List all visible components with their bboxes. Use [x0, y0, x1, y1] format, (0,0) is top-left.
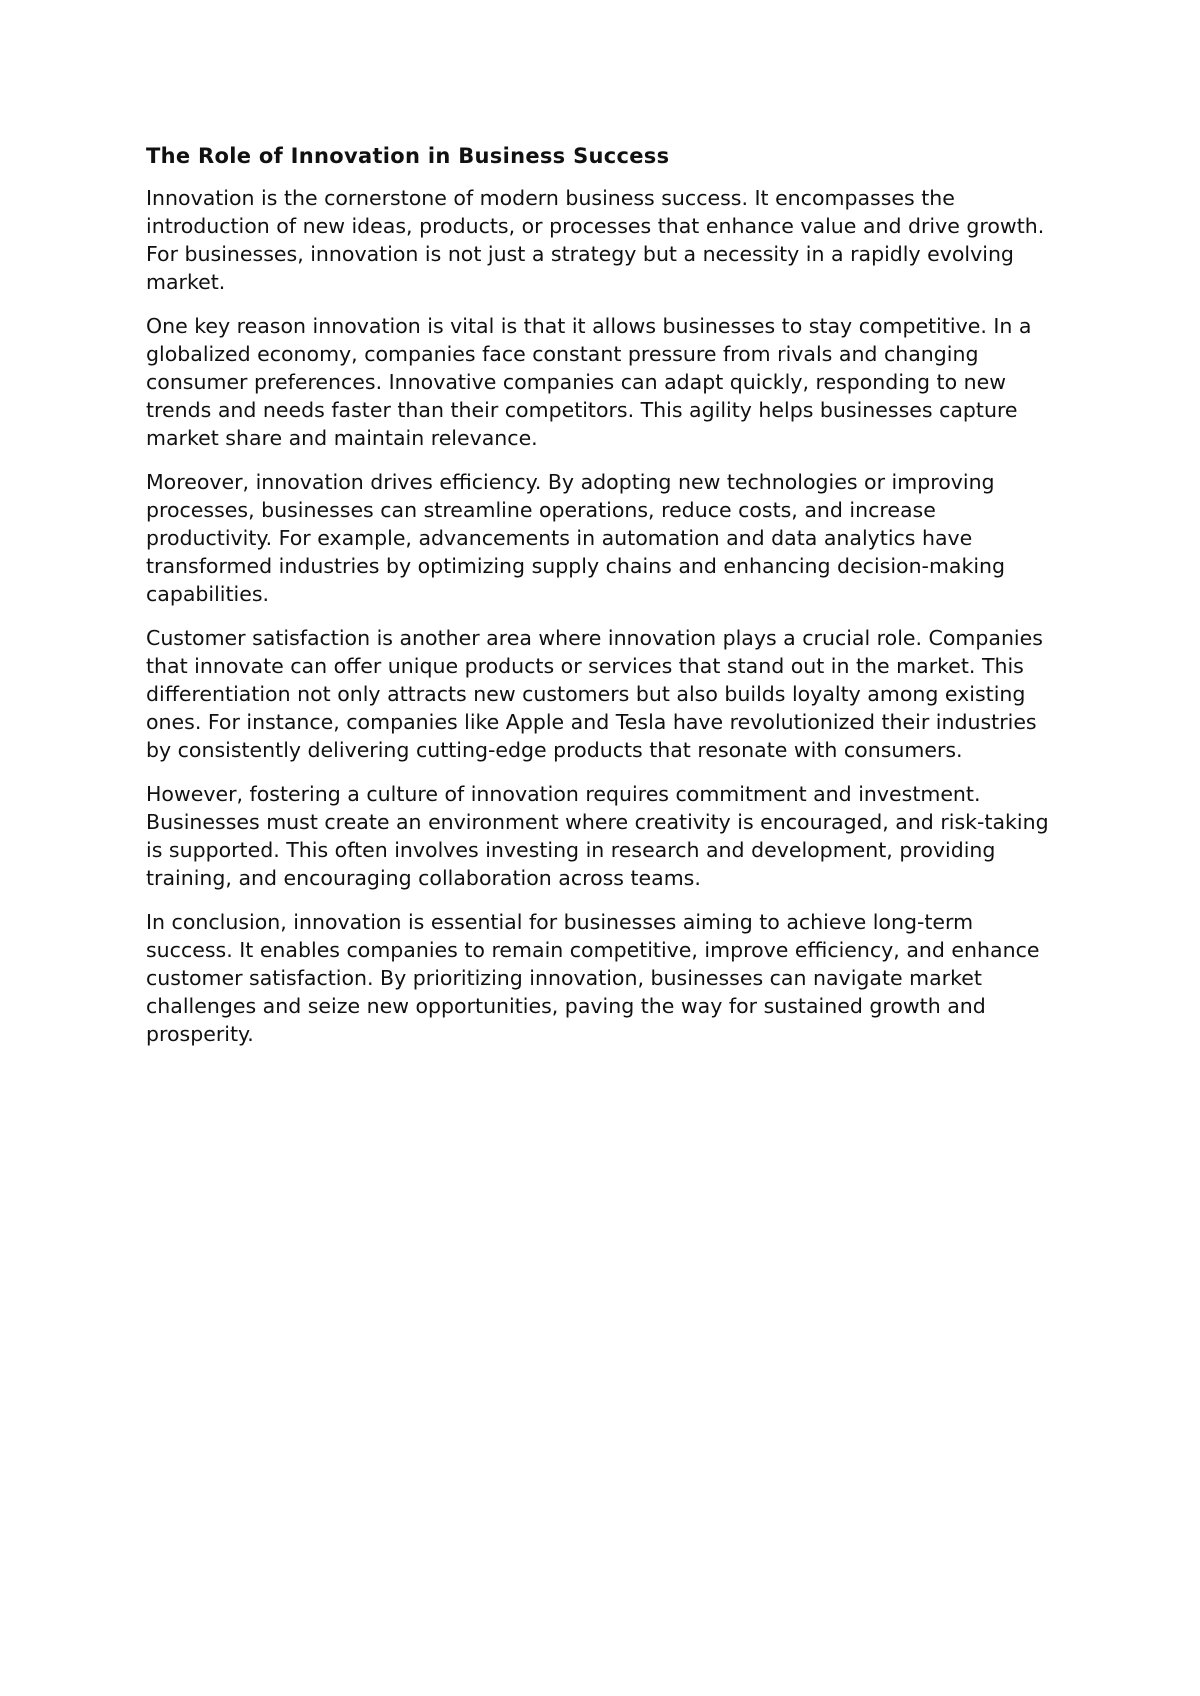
- document-body: [146, 142, 1066, 1064]
- paragraph-2: One key reason innovation is vital is that it allows businesses to stay competitive. In a globalized economy, companies face constant pressure from rivals and changing consumer preferences. Innovative companies can adapt quickly, responding to new trends and needs faster than their competitors. This agility helps businesses capture market share and maintain relevance.: [146, 314, 1032, 450]
- paragraph-4: Customer satisfaction is another area where innovation plays a crucial role. Companies that innovate can offer unique products or services that stand out in the market. This differentiation not only attracts new customers but also builds loyalty among existing ones. For instance, companies like Apple and Tesla have revolutionized their industries by consistently delivering cutting-edge products that resonate with consumers.: [146, 626, 1043, 762]
- paragraph-6: In conclusion, innovation is essential for businesses aiming to achieve long-term success. It enables companies to remain competitive, improve efficiency, and enhance customer satisfaction. By prioritizing innovation, businesses can navigate market challenges and seize new opportunities, paving the way for sustained growth and prosperity.: [146, 910, 1040, 1046]
- document-title: The Role of Innovation in Business Success: [146, 144, 670, 168]
- paragraph-3: Moreover, innovation drives efficiency. By adopting new technologies or improving processes, businesses can streamline operations, reduce costs, and increase productivity. For example, advancements in automation and data analytics have transformed industries by optimizing supply chains and enhancing decision-making capabilities.: [146, 470, 1006, 606]
- paragraph-1: Innovation is the cornerstone of modern business success. It encompasses the introduction of new ideas, products, or processes that enhance value and drive growth. For businesses, innovation is not just a strategy but a necessity in a rapidly evolving market.: [146, 186, 1045, 294]
- paragraph-5: However, fostering a culture of innovation requires commitment and investment. Businesses must create an environment where creativity is encouraged, and risk-taking is supported. This often involves investing in research and development, providing training, and encouraging collaboration across teams.: [146, 782, 1049, 890]
